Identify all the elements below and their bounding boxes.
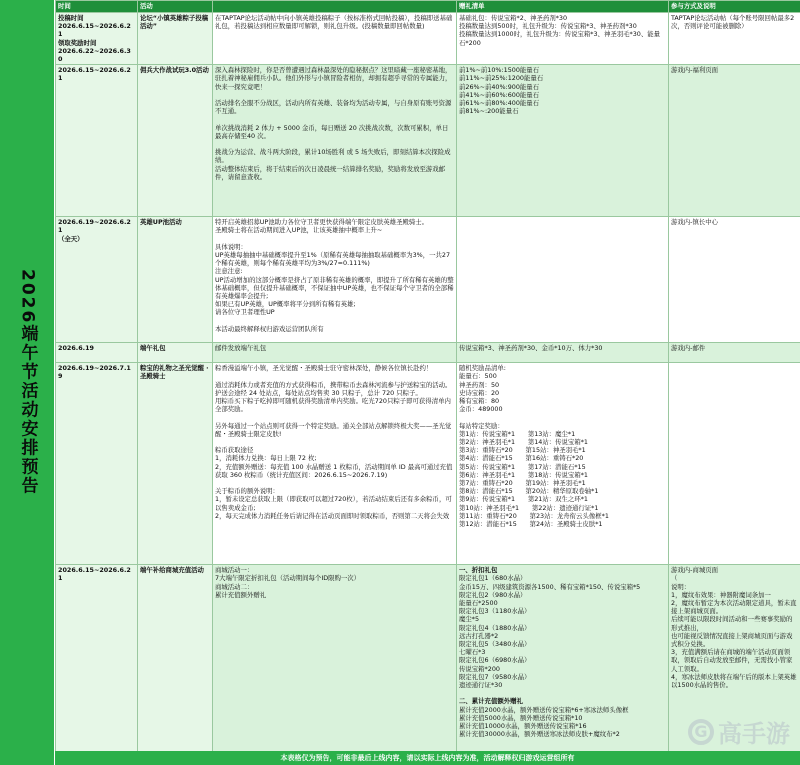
cell-line: 粽币获取途径 [215,446,254,455]
cell-line: 第12站：潜能石*15 第24站：圣殿骑士皮肤*1 [459,520,603,529]
cell-rewards [457,565,669,763]
cell-line: UP活动增加的这部分概率是挤占了原非稀有英雄的概率，即提升了所有稀有英雄的整体基础概率，但仅提升基础概率，不保证抽中UP英雄，也不保证每个守卫者的全部稀有英雄爆率会提升; [215,275,454,301]
table-row [56,343,800,363]
cell-line: 前41%~前60%:600能量石 [459,90,540,99]
cell-line: 2，魔纹布暂定为本次活动限定道具，暂未直接上架商城页面。 [671,599,797,616]
cell-line: 第10站：神圣羽毛*1 第22站：遗迹通行证*1 [459,503,599,512]
cell-line: 3，充值满额后请在商城的端午活动页面领取，领取后自动发放至邮件，无需找小管家人工领取。 [671,648,793,673]
cell-line: 神圣药剂：50 [459,380,500,389]
cell-line: 说明： [671,582,691,591]
cell-reference [669,13,800,65]
cell-line [215,413,454,421]
table-row [56,217,800,343]
cell-line: 累计充值5000水晶，额外赠送传说宝箱*10 [459,713,583,722]
cell-description [213,343,457,363]
cell-line: 累计充值10000水晶，额外赠送传说宝箱*16 [459,722,587,731]
cell-line: 基础礼包：传说宝箱*2、神圣药剂*30 [459,14,568,22]
cell-line: 邮件发放端午礼包 [215,344,267,353]
cell-line: 粽香漫溢端午小镇，圣光觉醒・圣殿骑士驻守密林深处，静候各位镇长赴约！ [215,364,433,373]
cell-line: 后续可能以限段时间活动和一些赛事奖励的形式推出， [671,615,793,632]
cell-line: 投稿数量达到500时，礼包升级为：传说宝箱*3、神圣药剂*30 [459,22,637,31]
cell-time [56,363,138,565]
cell-line: 投稿时间 [58,14,84,22]
cell-line: 第2站：神圣羽毛*1 第14站：传说宝箱*1 [459,438,588,447]
cell-time [56,13,138,65]
cell-line: 前11%~前25%:1200能量石 [459,74,544,83]
cell-line: 在TAPTAP论坛活动帖中向小镇英雄投稿粽子（按标准格式回帖投稿），投稿即送基础礼包，若投稿达到相应数量即可解锁，则礼包升级。(投稿数量即回帖数量) [215,14,453,31]
footer-notice: 本表格仅为预告，可能非最后上线内容，请以实际上线内容为准，活动解释权归游戏运营组所有 [55,751,800,765]
cell-description [213,363,457,565]
cell-time [56,65,138,217]
cell-line: 限定礼包3（1180水晶） [459,607,531,616]
cell-line: 活动整体结束后，将于结束后的次日凌晨统一结算排名奖励，奖励将发放至游戏邮件，请留意查收。 [215,164,446,181]
cell-activity [138,363,213,565]
cell-line: 前61%~前80%:400能量石 [459,99,540,108]
schedule-table [55,0,800,763]
cell-line: 2026.6.19 [58,344,94,353]
cell-line: 领取奖励时间 [58,38,97,47]
cell-line: （ [671,574,678,583]
watermark-text: 高手游 [718,720,790,748]
cell-line: 特开启英雄招募UP池助力各位守卫者更快获得端午限定皮肤英雄圣殿骑士。 [215,218,429,227]
cell-line: 用粽币买下粽子吃掉即可随机获得奖励清单内奖励。吃光720只粽子即可获得清单内全部奖励。 [215,397,451,414]
cell-line: 商城活动二： [215,582,254,591]
cell-line [459,413,666,421]
cell-line: 遗迹通行证*30 [459,681,503,690]
cell-line: 限定礼包6（6980水晶） [459,656,531,665]
cell-activity [138,13,213,65]
cell-rewards [457,13,669,65]
cell-line: 限定礼包2（980水晶） [459,590,527,599]
cell-line [215,372,454,380]
header-rewards: 赠礼清单 [457,1,669,13]
cell-activity [138,343,213,363]
cell-line [215,115,454,123]
cell-line: 游戏内-商城页面 [671,566,719,575]
cell-rewards [457,343,669,363]
cell-line: 本活动最终解释权归游戏运营团队所有 [215,324,324,333]
cell-line: 游戏内-邮件 [671,344,706,353]
cell-line: 金币15万、四级建筑资源各1500、稀有宝箱*150、传说宝箱*5 [459,582,641,591]
cell-line: 第3站：重铸石*20 第15站：神圣羽毛*1 [459,446,586,455]
cell-line: 论坛“小镇英雄粽子投稿活动” [140,14,209,31]
cell-line: 2，充值额外赠送：每充值 100 水晶赠送 1 枚粽币，活动期间单 ID 最高可通过充值获取 360 枚粽币（统计充值区间：2026.6.15~2026.7.19) [215,462,453,479]
cell-line: 前26%~前40%:900能量石 [459,82,540,91]
cell-line: 一、折扣礼包 [459,566,498,575]
cell-line: 端午礼包 [140,344,166,353]
cell-line: 也可能视反馈情况直接上架商城页面与游戏式积分兑换。 [671,631,793,649]
cell-activity [138,65,213,217]
cell-line: 2026.6.15~2026.6.21 [58,566,131,583]
cell-line: 端午补给商城充值活动 [140,566,204,575]
cell-reference [669,343,800,363]
cell-line: 七曜石*3 [459,648,486,657]
cell-line: 累计充值30000水晶，额外赠送寒冰法师皮肤+魔纹布*2 [459,730,620,739]
cell-description [213,565,457,763]
cell-line: 请各位守卫者理性UP [215,308,275,317]
cell-line: 关于粽币的额外说明： [215,487,279,496]
cell-line: 传说宝箱*3、神圣药剂*30、金币*10万、体力*30 [459,344,603,353]
cell-line: 限定礼包1（680水晶） [459,574,527,583]
cell-line: 二、累计充值额外赠礼 [459,697,523,706]
schedule-table-container [55,0,800,765]
cell-line: 2026.6.15~2026.6.21 [58,22,131,39]
cell-line: 挑战分为运营、战斗两大阶段，累计10场胜利 或 5 场失败后，即刻结算本次探险成绩。 [215,148,451,165]
cell-line: 随机奖励品清单: [459,364,506,373]
cell-line: 第9站：传说宝箱*1 第21站：双生之环*1 [459,495,588,504]
cell-line: 佣兵大作战试玩3.0活动 [140,66,209,75]
cell-line: 单次挑战消耗 2 体力 + 5000 金币，每日赠送 20 次挑战次数，次数可累积，单日最高存储至40 次。 [215,123,449,140]
cell-line: 7大端午限定折扣礼包（活动期间每个ID限购一次） [215,574,361,583]
cell-line: 投稿数量达到1000时，礼包升级为：传说宝箱*3、神圣羽毛*30、能量石*200 [459,30,661,47]
cell-line: 2026.6.19~2026.7.19 [58,364,131,381]
cell-line: 1，暂未设定总获取上限（即获取可以超过720枚），若活动结束后还有多余粽币，可以售卖成金币; [215,495,452,512]
cell-line: （全天） [58,234,84,243]
table-row [56,13,800,65]
cell-line [215,235,454,243]
cell-line: 第6站：神圣羽毛*1 第18站：传说宝箱*1 [459,470,588,479]
cell-line: 远古打孔器*2 [459,631,499,640]
cell-line: 如果已有UP英雄，UP概率将平分到所有稀有英雄; [215,300,356,309]
cell-line: 2026.6.19~2026.6.21 [58,218,131,235]
cell-line: 第5站：传说宝箱*1 第17站：潜能石*15 [459,462,586,471]
cell-line: 累计充值2000水晶，额外赠送传说宝箱*6+寒冰法师头像框 [459,705,629,714]
cell-line: 前1%~前10%:1500能量石 [459,66,540,75]
cell-line: 圣殿骑士将在活动期间进入UP池，让该英雄抽中概率上升~ [215,226,383,235]
cell-rewards [457,363,669,565]
cell-line: 限定礼包4（1880水晶） [459,623,531,632]
cell-line [215,317,454,325]
cell-line: 注意注意: [215,267,243,276]
cell-line: 2026.6.15~2026.6.21 [58,66,131,83]
cell-line: 另外每通过一个站点则可获得一个特定奖励。通关全部站点解锁终极大奖——圣光觉醒・圣殿骑士限定皮肤! [215,421,452,438]
header-description [213,1,457,13]
cell-line: 魔尘*5 [459,615,480,624]
cell-description [213,13,457,65]
cell-description [213,217,457,343]
cell-line: 粽宝的礼物之圣光觉醒 · 圣殿骑士 [140,364,211,381]
cell-line: 1，魔纹布效果：神器附魔词条加一 [671,590,771,599]
cell-time [56,343,138,363]
cell-rewards [457,217,669,343]
table-header-row [56,1,800,13]
cell-line: 第7站：重铸石*20 第19站：神圣羽毛*1 [459,479,586,488]
cell-time [56,565,138,763]
cell-line: 2026.6.22~2026.6.30 [58,46,131,64]
cell-line: 传说宝箱*200 [459,664,500,673]
cell-line: UP英雄每抽抽中基础概率提升至1%（原稀有英雄每抽抽取基础概率为3%，一共27个稀有英雄，则每个稀有英雄平均为3%/27=0.111%) [215,251,451,268]
cell-rewards [457,65,669,217]
cell-line: TAPTAP论坛活动帖（每个账号限回帖最多2次，否则评论可能被删除） [671,14,795,31]
sidebar-title-strip [0,0,54,765]
cell-line: 深入森林探险时，你是否曾遭遇过森林最深处的隐秘据点？这里暗藏一座秘密基地，驻扎着神秘雇佣兵小队。他们外形与小镇冒险者相仿，却拥有超乎寻常的专属能力，快来一探究竟吧！ [215,66,452,91]
cell-line: 累计充值额外赠礼 [215,590,267,599]
header-reference: 参与方式及说明 [669,1,800,13]
cell-line: 英雄UP池活动 [140,218,182,227]
cell-line: 商城活动一： [215,566,254,575]
table-row [56,363,800,565]
cell-line [215,479,454,487]
cell-line: 稀有宝箱：80 [459,397,500,406]
watermark-logo: G [688,719,714,745]
cell-line: 1，消耗体力兑换：每日上限 72 枚; [215,454,317,463]
cell-description [213,65,457,217]
cell-line [215,140,454,148]
cell-activity [138,565,213,763]
cell-time [56,217,138,343]
cell-reference [669,65,800,217]
table-body [56,13,800,763]
cell-line: 4，寒冰法师皮肤将在端午后的版本上架英雄以1500水晶的售价。 [671,672,797,690]
cell-line: 限定礼包7（9580水晶） [459,672,531,681]
cell-line: 每站特定奖励： [459,421,504,430]
cell-line [215,438,454,446]
cell-line: 2，每天完成体力消耗任务后请记得在活动页面即时领取粽币，否则第二天将会失效 [215,511,450,520]
header-time: 时间 [56,1,138,13]
cell-line: 前81%~:200能量石 [459,107,519,116]
cell-line: 通过消耗体力或者充值的方式获得粽币，携带粽币去森林河流参与护送粽宝的活动。护送会途经 24 处站点，每处站点均售卖 30 只粽子，总计 720 只粽子。 [215,380,452,397]
cell-line: 具体说明： [215,242,247,251]
cell-line: 游戏内-镇长中心 [671,218,719,227]
table-row [56,65,800,217]
sidebar-title: 2026端午节活动安排预告 [17,269,38,496]
cell-line: 游戏内-福利页面 [671,66,719,75]
cell-line: 能量石：500 [459,372,497,381]
cell-line: 第11站：重铸石*20 第23站：龙舟衔云头像框*1 [459,511,609,520]
cell-reference [669,363,800,565]
cell-line: 限定礼包5（3480水晶） [459,640,531,649]
cell-line [215,91,454,99]
cell-line: 金币：489000 [459,405,503,414]
cell-reference [669,217,800,343]
cell-line: 能量石*2500 [459,599,498,608]
watermark [688,714,790,749]
cell-line: 第4站：潜能石*15 第16站：重铸石*20 [459,454,584,463]
header-activity: 活动 [138,1,213,13]
cell-line: 第8站：潜能石*15 第20站：精华原取卷轴*1 [459,487,599,496]
cell-line: 第1站：传说宝箱*1 第13站：魔尘*1 [459,429,576,438]
cell-line: 活动排名全服不分战区，活动内所有英雄、装备均为活动专属，与自身原有账号资源不互通。 [215,99,452,116]
cell-activity [138,217,213,343]
cell-line: 史诗宝箱：20 [459,388,500,397]
